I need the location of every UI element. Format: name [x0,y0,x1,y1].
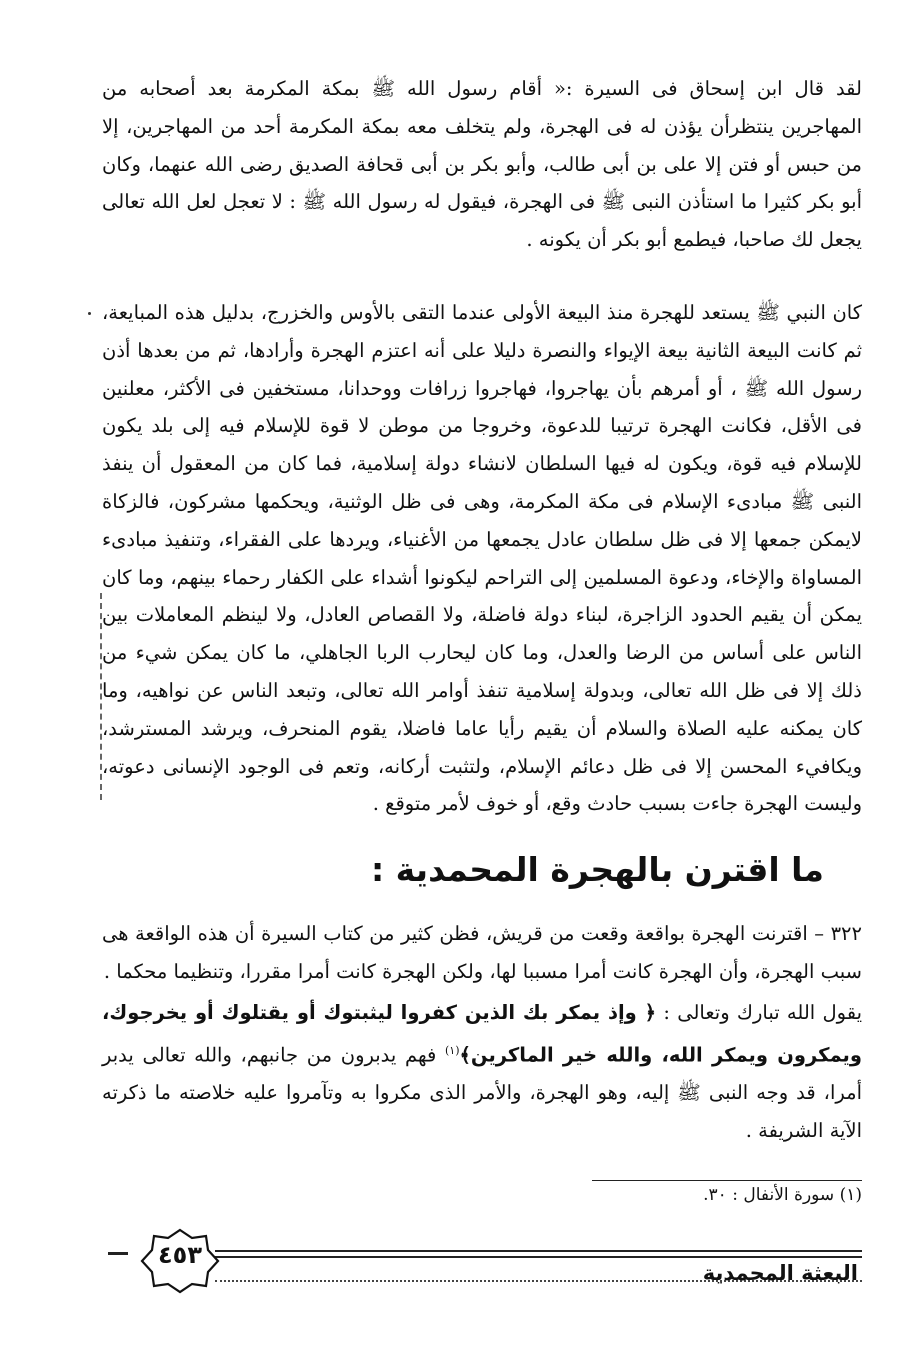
paragraph-1-block [102,70,862,259]
margin-bracket-mark [100,593,110,800]
paragraph-1: لقد قال ابن إسحاق فى السيرة :« أقام رسول الله ﷺ بمكة المكرمة بعد أصحابه من المهاجرين ينتظرأن يؤذن له فى الهجرة، ولم يتخلف معه بمكة المكرمة أحد من المهاجرين، إلا من حبس أو فتن إلا على بن أبى طالب، وأبو بكر بن أبى قحافة الصديق رضى الله عنهما، وكان أبو بكر كثيرا ما استأذن النبى ﷺ فى الهجرة، فيقول له رسول الله ﷺ : لا تعجل لعل الله تعالى يجعل لك صاحبا، فيطمع أبو بكر أن يكونه . [102,77,862,252]
page-number: ٤٥٣ [158,1241,202,1269]
paragraph-4-intro: يقول الله تبارك وتعالى : [663,1001,863,1024]
footer-border [215,1250,862,1258]
paragraph-4-block [102,994,862,1150]
footnote-separator [592,1180,862,1181]
section-heading: ما اقترن بالهجرة المحمدية : [370,850,824,889]
footnote-reference: (١) [444,1043,460,1057]
footer-left-rule [108,1252,128,1255]
paragraph-2-block [102,294,862,823]
book-title: البعثة المحمدية [702,1261,858,1285]
paragraph-4-rest: فهم يدبرون من جانبهم، والله تعالى يدبر أمرا، قد وجه النبى ﷺ إليه، وهو الهجرة، والأمر الذى مكروا به وتآمروا عليه خلاصته ما ذكرته الآية الشريفة . [102,1043,862,1142]
paragraph-4 [102,994,862,1150]
quran-quote: ﴿ وإذ يمكر بك الذين كفروا ليثبتوك أو يقتلوك أو يخرجوك، ويمكرون ويمكر الله، والله خير الماكرين﴾ [102,1001,862,1067]
paragraph-3-block [102,915,862,991]
paragraph-3: ٣٢٢ – اقترنت الهجرة بواقعة وقعت من قريش، فظن كثير من كتاب السيرة أن هذه الواقعة هى سبب الهجرة، وأن الهجرة كانت أمرا مسببا لها، ولكن الهجرة كانت أمرا مقررا، وتنظيما محكما . [102,922,862,983]
margin-dot [88,312,91,315]
footnote: (١) سورة الأنفال : ٣٠. [703,1185,862,1205]
paragraph-2: كان النبي ﷺ يستعد للهجرة منذ البيعة الأولى عندما التقى بالأوس والخزرج، بدليل هذه المبايعة، ثم كانت البيعة الثانية بيعة الإيواء والنصرة دليلا على أنه اعتزم الهجرة وأرادها، ثم من بعدها أذن رسول الله ﷺ ، أو أمرهم بأن يهاجروا، فهاجروا زرافات ووحدانا، مستخفين فى الأكثر، معلنين فى الأقل، فكانت الهجرة ترتيبا للدعوة، وخروجا من موطن لا قوة للإسلام فيه إلى بلد يكون للإسلام فيه قوة، ويكون له فيها السلطان لانشاء دولة إسلامية، فما كان من المعقول أن ينفذ النبى ﷺ مبادىء الإسلام فى مكة المكرمة، وهى فى ظل الوثنية، ويحكمها مشركون، فالزكاة لايمكن جمعها إلا فى ظل سلطان عادل يجمعها من الأغنياء، ويردها على الفقراء، وتنفيذ مبادىء المساواة والإخاء، ودعوة المسلمين إلى التراحم ليكونوا أشداء على الكفار رحماء بينهم، وما كان يمكن أن يقيم الحدود الزاجرة، لبناء دولة فاضلة، ولا القصاص العادل، ولا لينظم المعاملات بين الناس على أساس من الرضا والعدل، وما كان ليحارب الربا الجاهلي، ما كان يمكن شيء من ذلك إلا فى ظل الله تعالى، وبدولة إسلامية تنفذ أوامر الله تعالى، وتبعد الناس عن نواهيه، وما كان يمكنه عليه الصلاة والسلام أن يقيم رأيا عاما فاضلا، يقوم المنحرف، ويرشد المسترشد، ويكافيء المحسن إلا فى ظل دعائم الإسلام، ولتثبت أركانه، وتعم فى الوجود الإنسانى دعوته، وليست الهجرة جاءت بسبب حادث وقع، أو خوف لأمر متوقع . [102,301,862,816]
